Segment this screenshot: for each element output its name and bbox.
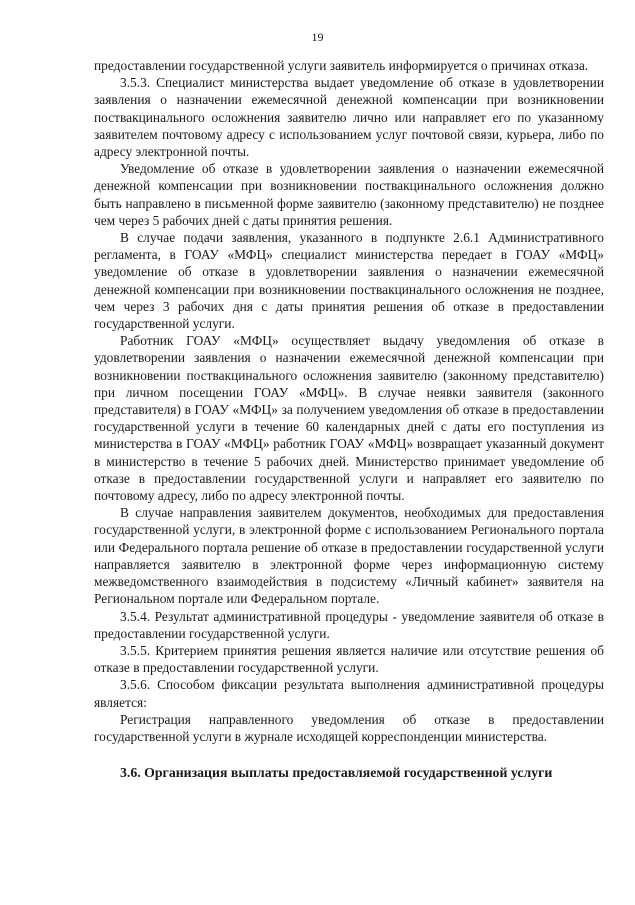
section-heading: 3.6. Организация выплаты предоставляемой государственной услуги xyxy=(120,765,553,781)
paragraph-continuation: предоставлении государственной услуги заявитель информируется о причинах отказа. xyxy=(94,58,589,73)
paragraph-3-5-4: 3.5.4. Результат административной процедуры - уведомление заявителя об отказе в предоставлении государственной услуги. xyxy=(94,608,604,641)
paragraph-3-5-6: 3.5.6. Способом фиксации результата выполнения административной процедуры является: xyxy=(94,677,604,710)
paragraph-registration: Регистрация направленного уведомления об отказе в предоставлении государственной услуги в журнале исходящей корреспонденции министерства. xyxy=(94,711,604,744)
paragraph-mfc-issuance: Работник ГОАУ «МФЦ» осуществляет выдачу уведомления об отказе в удовлетворении заявления о назначении ежемесячной денежной компенсации при возникновении поствакцинального осложнения заявителю (законному представителю) при личном посещении ГОАУ «МФЦ». В случае неявки заявителя (законного представителя) в ГОАУ «МФЦ» за получением уведомления об отказе в предоставлении государственной услуги в течение 60 календарных дней с даты его поступления из министерства в ГОАУ «МФЦ» работник ГОАУ «МФЦ» возвращает указанный документ в министерство в течение 5 рабочих дней. Министерство принимает уведомление об отказе в предоставлении государственной услуги и направляет его заявителю по почтовому адресу, либо по адресу электронной почты. xyxy=(94,333,604,504)
paragraph-3-5-5: 3.5.5. Критерием принятия решения является наличие или отсутствие решения об отказе в предоставлении государственной услуги. xyxy=(94,642,604,676)
paragraph-electronic-submission: В случае направления заявителем документов, необходимых для предоставления государственной услуги, в электронной форме с использованием Регионального портала или Федерального портала решение об отказе в предоставлении государственной услуги направляется заявителю в электронной форме через информационную систему межведомственного взаимодействия в подсистему «Личный кабинет» заявителя на Региональном портале или Федеральном портале. xyxy=(94,505,604,607)
page-number: 19 xyxy=(311,30,324,44)
paragraph-3-5-3: 3.5.3. Специалист министерства выдает уведомление об отказе в удовлетворении заявления о назначении ежемесячной денежной компенсации при возникновении поствакцинального осложнения заявителю лично или направляет его по указанному заявителем почтовому адресу с использованием услуг почтовой связи, курьера, либо по адресу электронной почты. xyxy=(94,75,604,160)
paragraph-mfc-transfer: В случае подачи заявления, указанного в подпункте 2.6.1 Административного регламента, в ГОАУ «МФЦ» специалист министерства передает в ГОАУ «МФЦ» уведомление об отказе в удовлетворении заявления о назначении ежемесячной денежной компенсации при возникновении поствакцинального осложнения не позднее, чем через 3 рабочих дня с даты принятия решения об отказе в предоставлении государственной услуги. xyxy=(94,230,604,332)
document-body xyxy=(94,57,604,781)
paragraph-notification-deadline: Уведомление об отказе в удовлетворении заявления о назначении ежемесячной денежной компенсации при возникновении поствакцинального осложнения должно быть направлено в письменной форме заявителю (законному представителю) не позднее чем через 5 рабочих дней с даты принятия решения. xyxy=(94,161,604,228)
